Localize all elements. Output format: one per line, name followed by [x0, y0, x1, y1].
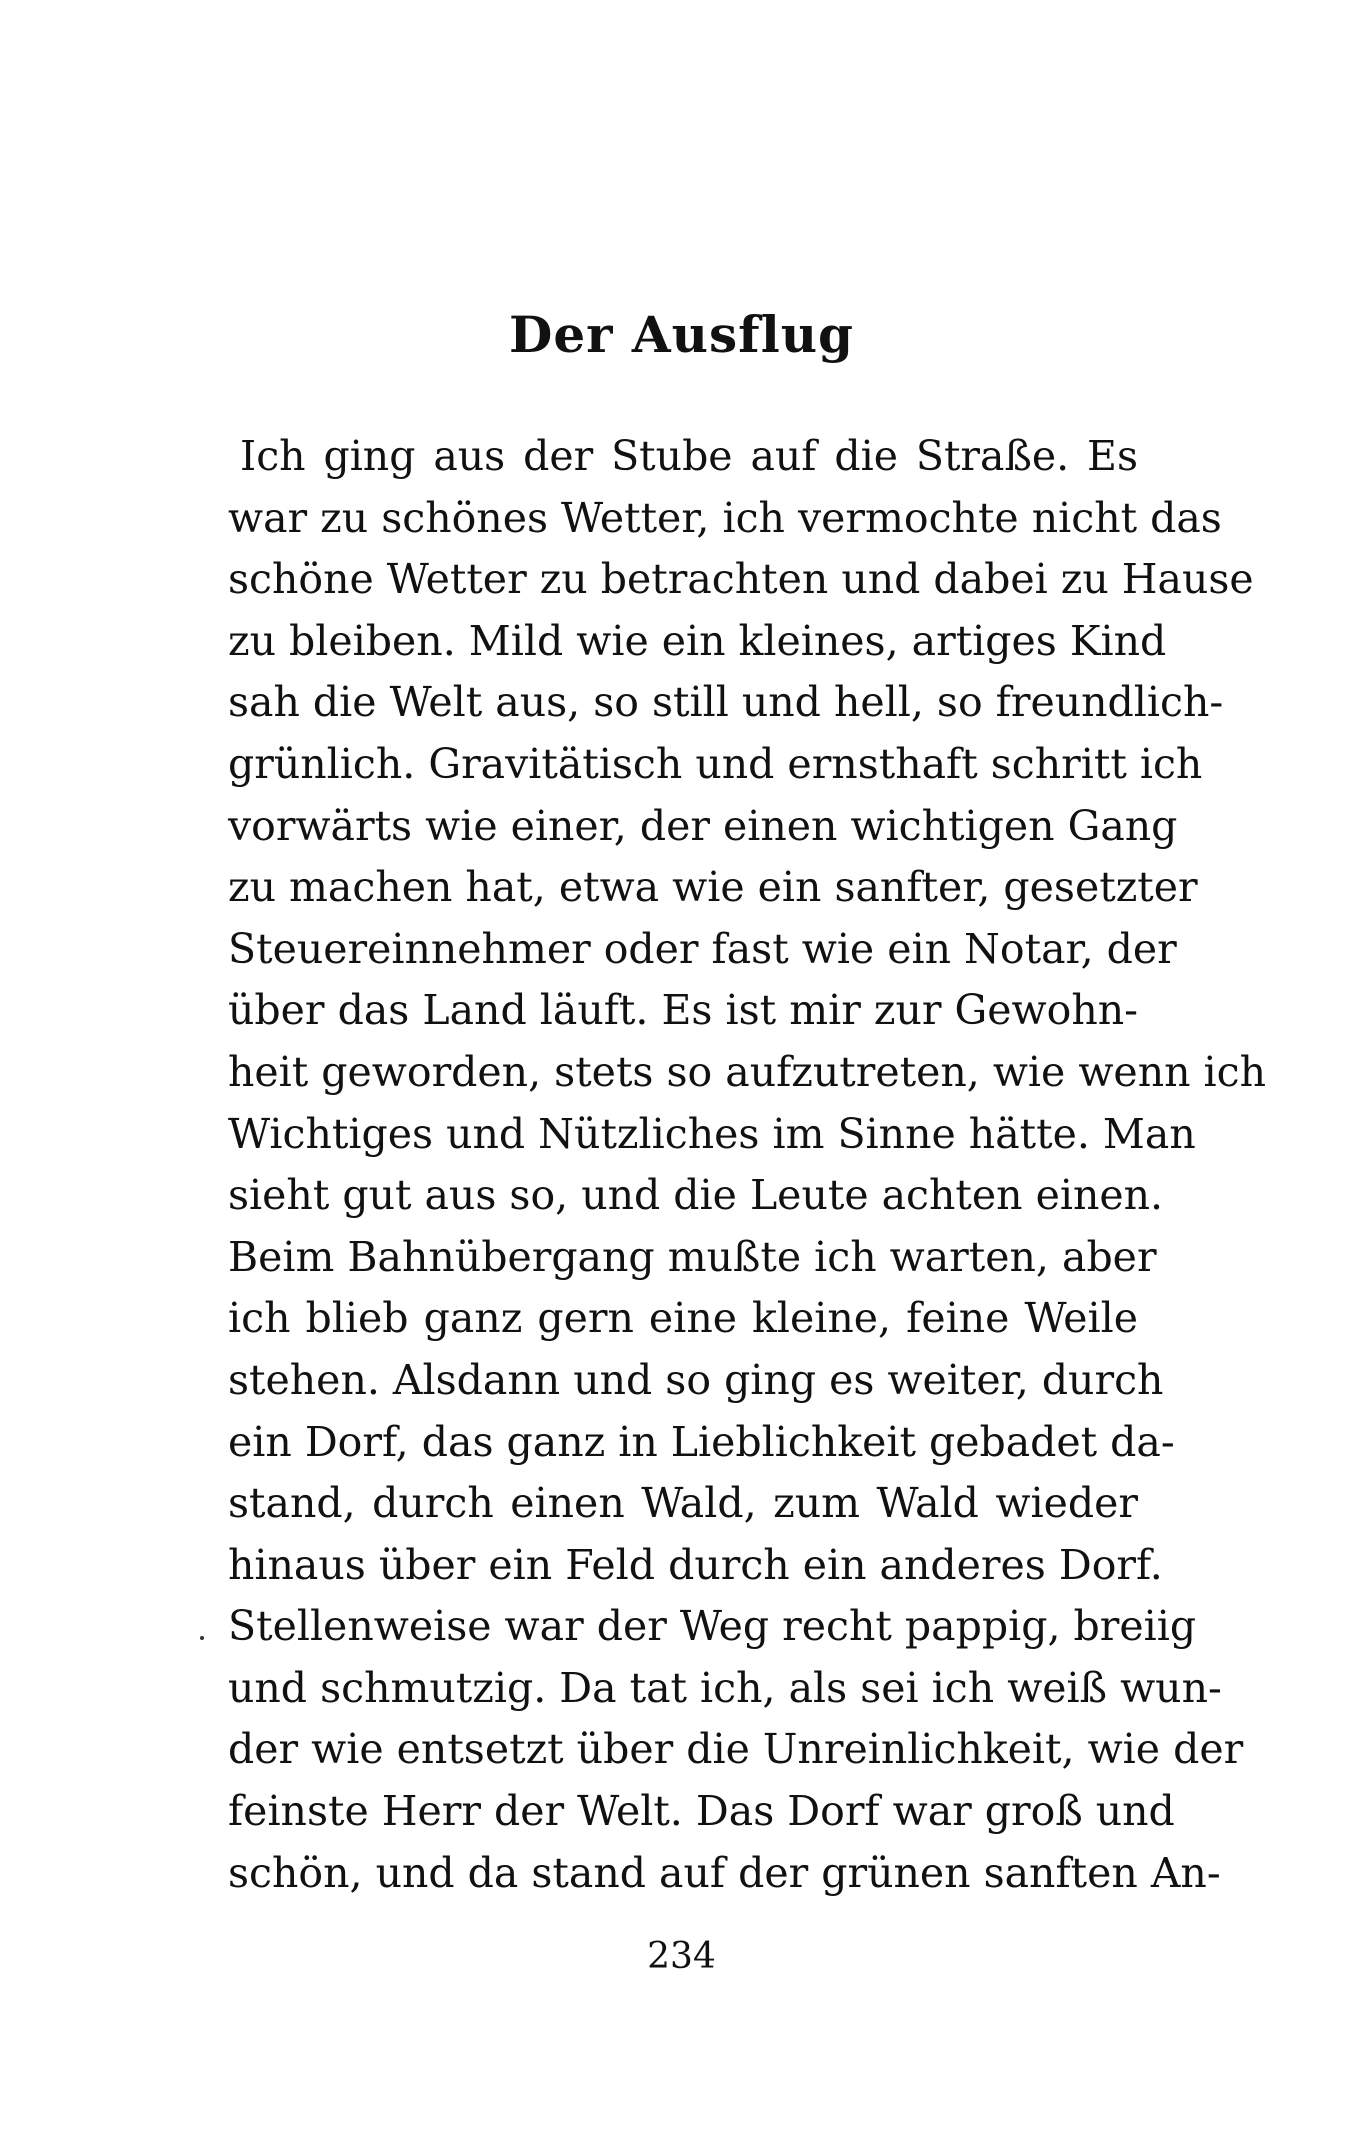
text-line: schöne Wetter zu betrachten und dabei zu Hause — [228, 555, 1254, 604]
text-line: schön, und da stand auf der grünen sanften An- — [228, 1848, 1221, 1897]
text-line: Steuereinnehmer oder fast wie ein Notar, der — [228, 924, 1177, 973]
text-line: grünlich. Gravitätisch und ernsthaft schritt ich — [228, 739, 1203, 788]
text-line: zu machen hat, etwa wie ein sanfter, gesetzter — [228, 863, 1198, 912]
page-title: Der Ausflug — [508, 305, 855, 364]
text-line: der wie entsetzt über die Unreinlichkeit, wie der — [228, 1725, 1244, 1774]
text-line: ich blieb ganz gern eine kleine, feine Weile — [228, 1294, 1138, 1343]
text-line: heit geworden, stets so aufzutreten, wie wenn ich — [228, 1047, 1267, 1096]
text-line: sah die Welt aus, so still und hell, so freundlich- — [228, 678, 1224, 727]
body-text — [228, 426, 1267, 1904]
text-line: über das Land läuft. Es ist mir zur Gewohn- — [228, 986, 1138, 1035]
text-line: war zu schönes Wetter, ich vermochte nicht das — [228, 493, 1222, 542]
text-line: feinste Herr der Welt. Das Dorf war groß und — [228, 1787, 1175, 1836]
text-line: ein Dorf, das ganz in Lieblichkeit gebadet da- — [228, 1417, 1175, 1466]
text-line: sieht gut aus so, und die Leute achten einen. — [228, 1171, 1164, 1220]
page-number: 234 — [647, 1936, 716, 1977]
text-line: und schmutzig. Da tat ich, als sei ich weiß wun- — [228, 1663, 1222, 1712]
text-line: hinaus über ein Feld durch ein anderes Dorf. — [228, 1540, 1163, 1589]
text-line: stehen. Alsdann und so ging es weiter, durch — [228, 1355, 1164, 1404]
text-line: Wichtiges und Nützliches im Sinne hätte. Man — [228, 1109, 1196, 1158]
text-line: Ich ging aus der Stube auf die Straße. Es — [240, 432, 1138, 480]
text-line: Stellenweise war der Weg recht pappig, breiig — [228, 1602, 1197, 1651]
text-line: zu bleiben. Mild wie ein kleines, artiges Kind — [228, 616, 1167, 665]
margin-mark — [200, 1636, 204, 1640]
text-line: stand, durch einen Wald, zum Wald wieder — [228, 1479, 1138, 1528]
text-line: Beim Bahnübergang mußte ich warten, aber — [228, 1232, 1157, 1281]
text-line: vorwärts wie einer, der einen wichtigen Gang — [228, 801, 1178, 850]
